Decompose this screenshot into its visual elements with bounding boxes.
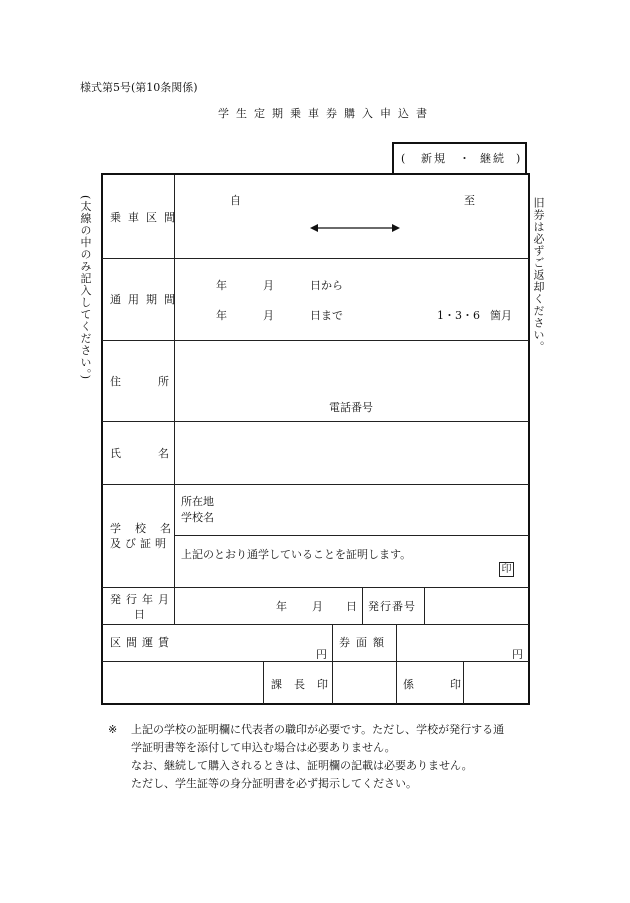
double-arrow-icon — [310, 222, 400, 234]
route-from-label: 自 — [230, 194, 241, 207]
row-line — [102, 661, 529, 662]
status-renewal[interactable]: 継続 — [480, 152, 506, 165]
row-line — [102, 587, 529, 588]
face-value-yen: 円 — [512, 648, 523, 661]
school-location-label: 所在地 — [181, 495, 214, 508]
issue-divider — [362, 588, 363, 624]
left-side-note: (太線の中のみ記入してください。) — [79, 195, 92, 381]
issue-number-label: 発行番号 — [368, 600, 416, 613]
fare-label: 区間運賃 — [110, 636, 174, 649]
issue-date-label-line2: 日 — [134, 608, 145, 621]
name-input[interactable] — [176, 423, 527, 482]
row-line — [102, 258, 529, 259]
certification-text: 上記のとおり通学していることを証明します。 — [181, 548, 412, 561]
address-input[interactable] — [176, 342, 527, 392]
period-months-unit: 箇月 — [490, 309, 512, 322]
issue-year: 年 — [276, 600, 287, 613]
face-value-input[interactable] — [398, 626, 527, 660]
status-open-paren: ( — [401, 152, 406, 165]
name-label-2: 名 — [158, 447, 169, 460]
fare-input[interactable] — [176, 626, 330, 660]
period-year-end: 年 — [216, 309, 227, 322]
address-label-1: 住 — [110, 375, 121, 388]
status-dot: ・ — [459, 152, 470, 165]
period-day-start: 日から — [310, 279, 343, 292]
row-line — [102, 340, 529, 341]
issue-day: 日 — [346, 600, 357, 613]
issue-date-label-line1: 発行年月 — [110, 593, 174, 606]
period-year-start: 年 — [216, 279, 227, 292]
school-label-line1: 学校名 — [110, 522, 185, 535]
approval-divider — [463, 662, 464, 704]
period-months-options[interactable]: 1・3・6 — [437, 309, 480, 322]
route-to-label: 至 — [464, 194, 475, 207]
note-line-3: なお、継続して購入されるときは、証明欄の記載は必要ありません。 — [131, 759, 473, 772]
row-line — [102, 484, 529, 485]
right-side-note: 旧券は必ずご返却ください。 — [532, 197, 545, 353]
fare-yen: 円 — [316, 648, 327, 661]
note-line-2: 学証明書等を添付して申込む場合は必要ありません。 — [131, 741, 396, 754]
chief-seal-label: 課長印 — [271, 678, 340, 691]
status-new[interactable]: 新規 — [421, 152, 447, 165]
name-label-1: 氏 — [110, 447, 121, 460]
issue-number-divider — [424, 588, 425, 624]
route-label: 乗車区間 — [110, 211, 182, 224]
seal-mark-icon: 印 — [499, 562, 514, 577]
period-day-end: 日まで — [310, 309, 343, 322]
route-from-input[interactable] — [176, 176, 306, 256]
fare-divider — [332, 625, 333, 704]
label-column-divider — [174, 175, 175, 624]
note-line-1: 上記の学校の証明欄に代表者の職印が必要です。ただし、学校が発行する通 — [131, 723, 505, 736]
row-line — [102, 421, 529, 422]
face-divider — [396, 625, 397, 704]
period-month-start: 月 — [263, 279, 274, 292]
face-value-label: 券面額 — [339, 636, 390, 649]
form-number: 様式第5号(第10条関係) — [80, 81, 198, 94]
note-line-4: ただし、学生証等の身分証明書を必ず掲示してください。 — [131, 777, 417, 790]
phone-label: 電話番号 — [329, 401, 373, 414]
school-label-line2: 及び証明 — [110, 537, 170, 550]
note-mark: ※ — [108, 723, 118, 736]
period-label: 通用期間 — [110, 293, 182, 306]
issue-number-input[interactable] — [426, 589, 527, 623]
issue-month: 月 — [312, 600, 323, 613]
row-line — [102, 624, 529, 625]
route-to-input[interactable] — [405, 176, 527, 256]
address-label-2: 所 — [158, 375, 169, 388]
status-close-paren: ) — [516, 152, 521, 165]
period-month-end: 月 — [263, 309, 274, 322]
row-line — [175, 535, 529, 536]
form-title: 学生定期乗車券購入申込書 — [218, 107, 434, 120]
staff-seal-label: 係印 — [403, 678, 497, 691]
school-name-label: 学校名 — [181, 511, 214, 524]
approval-divider — [263, 662, 264, 704]
